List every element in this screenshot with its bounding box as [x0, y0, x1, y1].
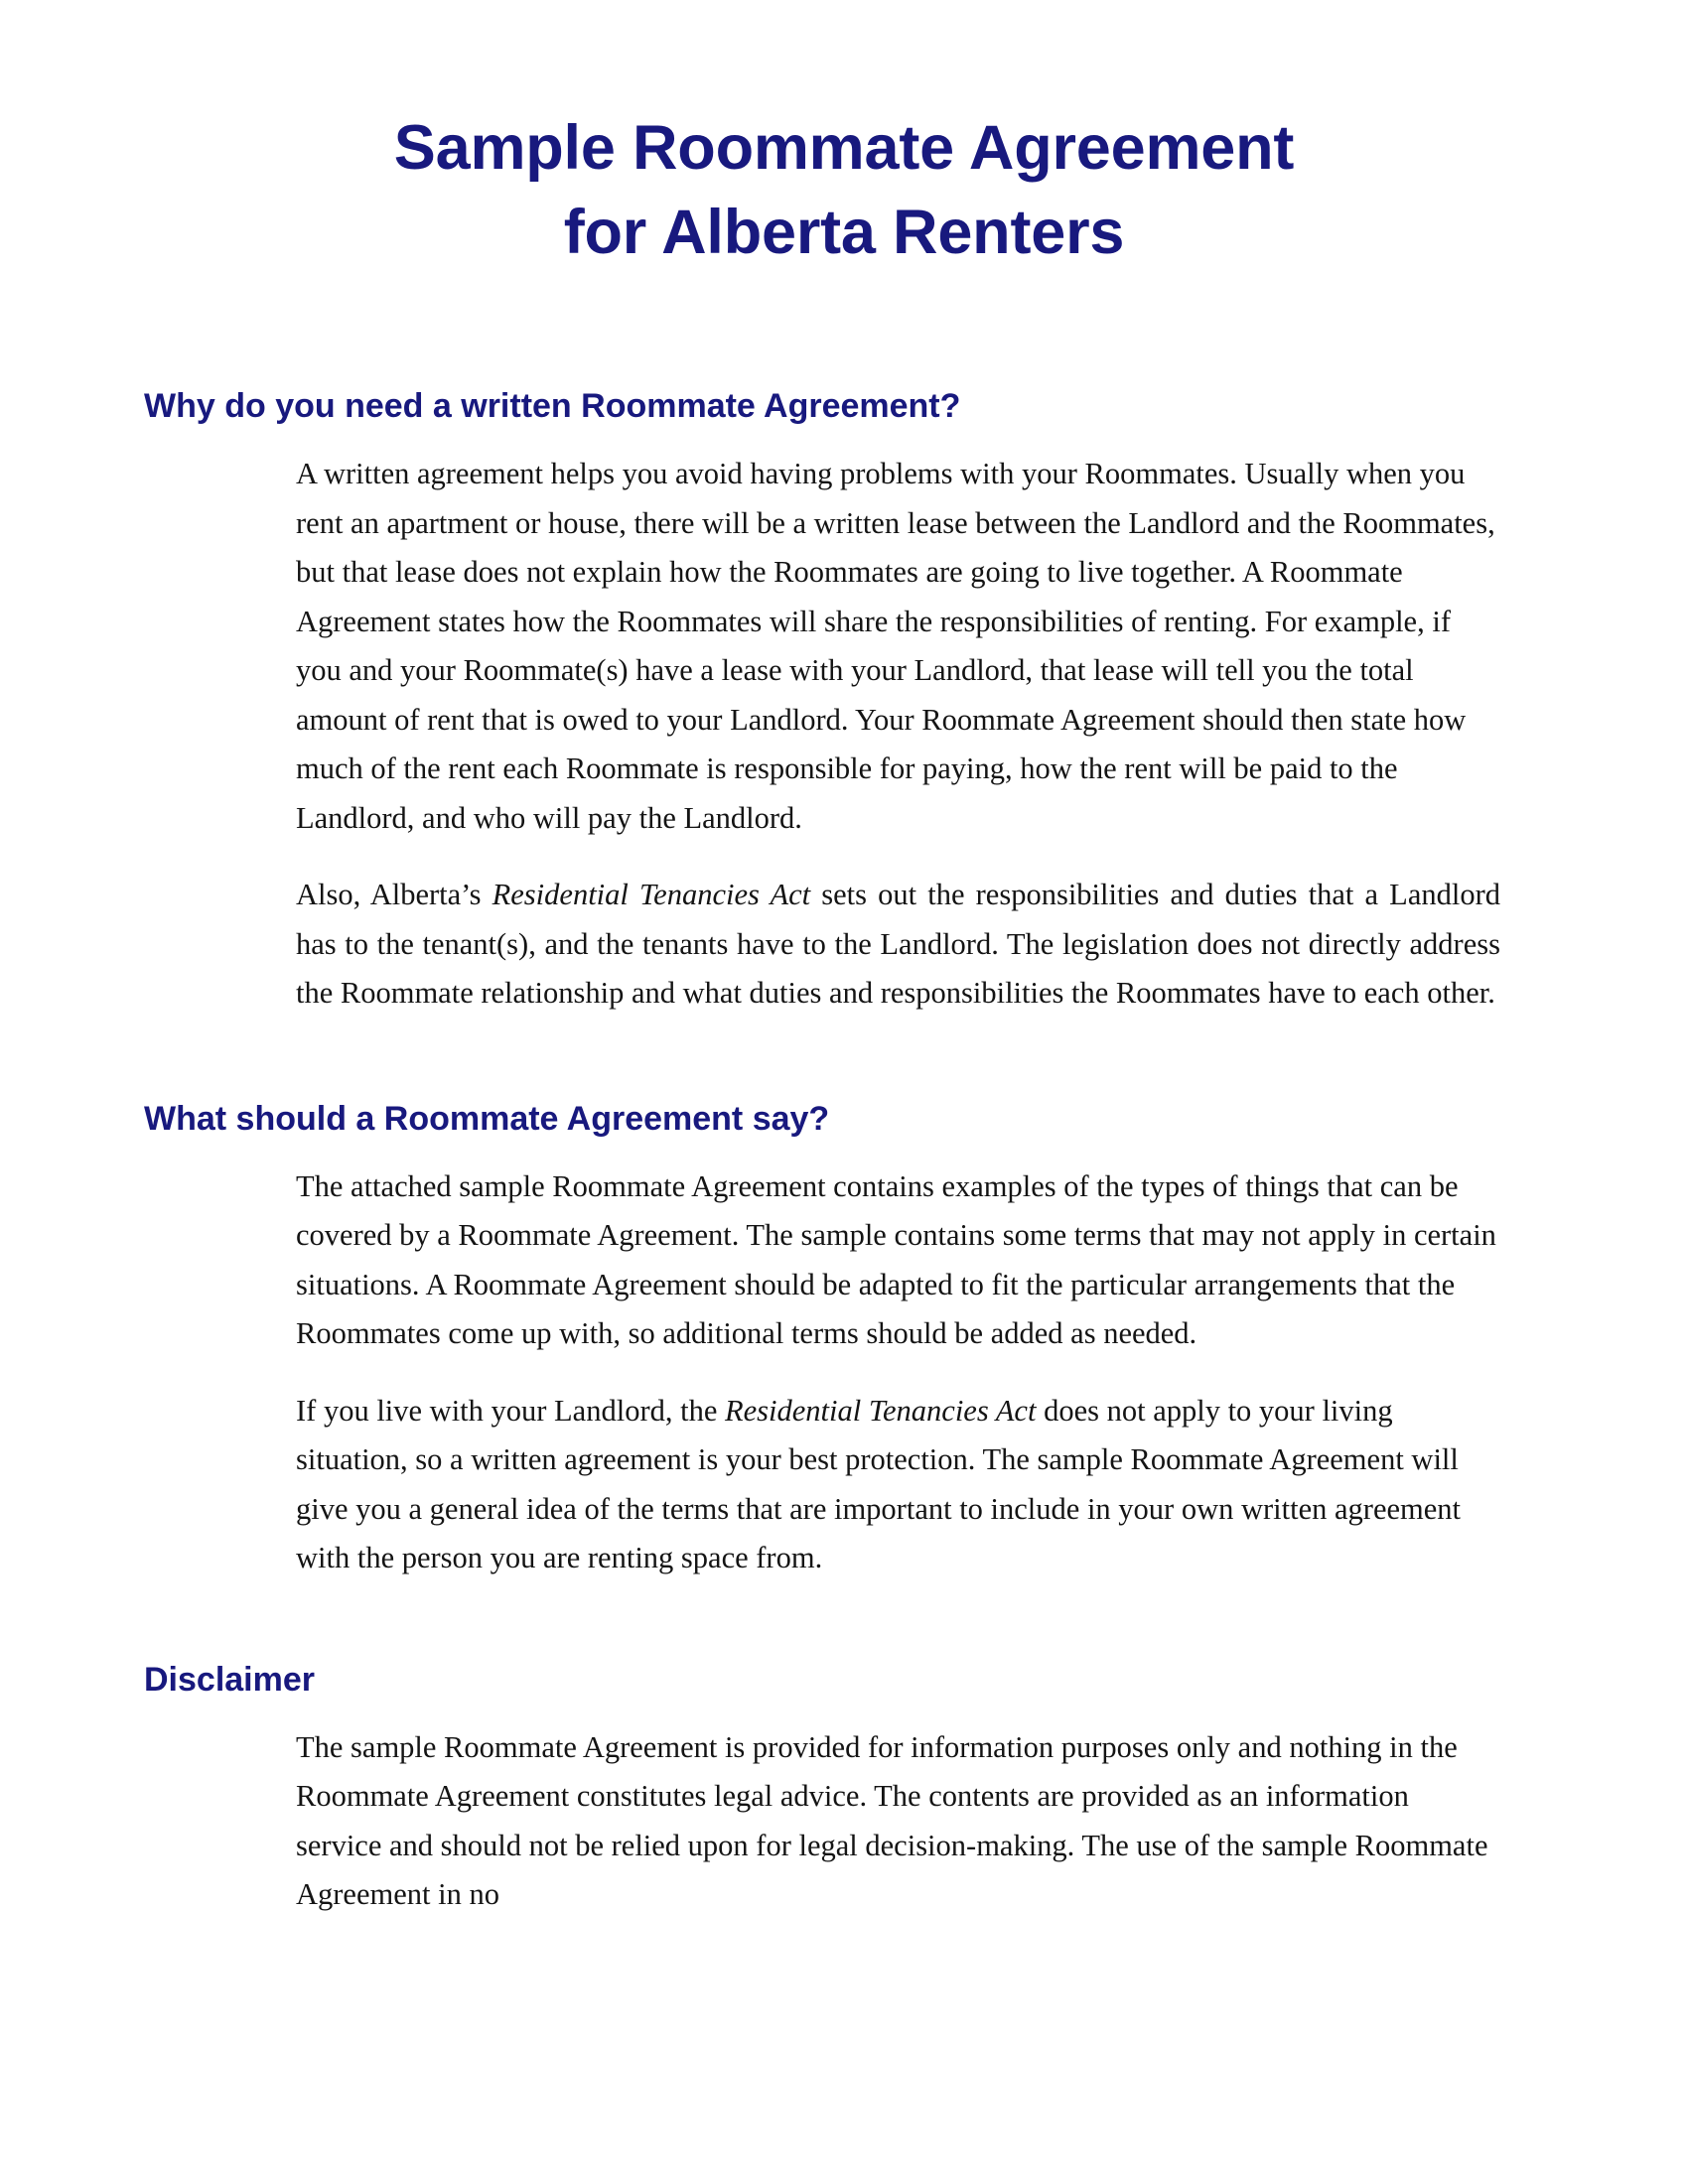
- paragraph-lead-text: If you live with your Landlord, the: [296, 1393, 725, 1428]
- paragraph-disclaimer-1: The sample Roommate Agreement is provided for information purposes only and nothing in the Roommate Agreement constitutes legal advice. The contents are provided as an information service and should not be relied upon for legal decision-making. The use of the sample Roommate Agreement in no: [296, 1729, 1488, 1912]
- paragraph-what-should-it-say-2: [296, 1387, 1500, 1583]
- section-heading-why-written-agreement: Why do you need a written Roommate Agreement?: [144, 387, 961, 425]
- paragraph-tail-text: sets out the responsibilities and duties that a Landlord has to the tenant(s), and the tenants have to the Landlord. The legislation does not directly address the Roommate relationship and what duties and responsibilities the Roommates have to each other.: [296, 878, 1500, 1011]
- paragraph-tail-text: does not apply to your living situation, so a written agreement is your best protection. The sample Roommate Agreement will give you a general idea of the terms that are important to include in your own written agreement with the person you are renting space from.: [296, 1393, 1461, 1575]
- page-title-line-1: Sample Roommate Agreement: [393, 113, 1295, 183]
- spacer: [0, 426, 1688, 450]
- statute-name-residential-tenancies-act: Residential Tenancies Act: [492, 878, 811, 912]
- spacer: [0, 1700, 1688, 1723]
- section-heading-disclaimer: Disclaimer: [144, 1660, 315, 1699]
- spacer: [0, 1583, 1688, 1661]
- document-body: [0, 387, 1688, 1920]
- spacer: [0, 1019, 1688, 1100]
- page-title: [0, 113, 1688, 267]
- paragraph-why-written-agreement-2: [296, 871, 1500, 1019]
- page-title-line-2: for Alberta Renters: [563, 198, 1125, 267]
- paragraph-why-written-agreement-1: A written agreement helps you avoid having problems with your Roommates. Usually when you rent an apartment or house, there will be a written lease between the Landlord and the Roommates, but that lease does not explain how the Roommates are going to live together. A Roommate Agreement states how the Roommates will share the responsibilities of renting. For example, if you and your Roommate(s) have a lease with your Landlord, that lease will tell you the total amount of rent that is owed to your Landlord. Your Roommate Agreement should then state how much of the rent each Roommate is responsible for paying, how the rent will be paid to the Landlord, and who will pay the Landlord.: [296, 457, 1495, 835]
- paragraph-what-should-it-say-1: The attached sample Roommate Agreement contains examples of the types of things that can be covered by a Roommate Agreement. The sample contains some terms that may not apply in certain situations. A Roommate Agreement should be adapted to fit the particular arrangements that the Roommates come up with, so additional terms should be added as needed.: [296, 1168, 1496, 1351]
- statute-name-residential-tenancies-act: Residential Tenancies Act: [725, 1393, 1037, 1428]
- paragraph-lead-text: Also, Alberta’s: [296, 878, 492, 912]
- spacer: [0, 1359, 1688, 1387]
- spacer: [0, 843, 1688, 871]
- spacer: [0, 1139, 1688, 1162]
- section-heading-what-should-it-say: What should a Roommate Agreement say?: [144, 1099, 830, 1138]
